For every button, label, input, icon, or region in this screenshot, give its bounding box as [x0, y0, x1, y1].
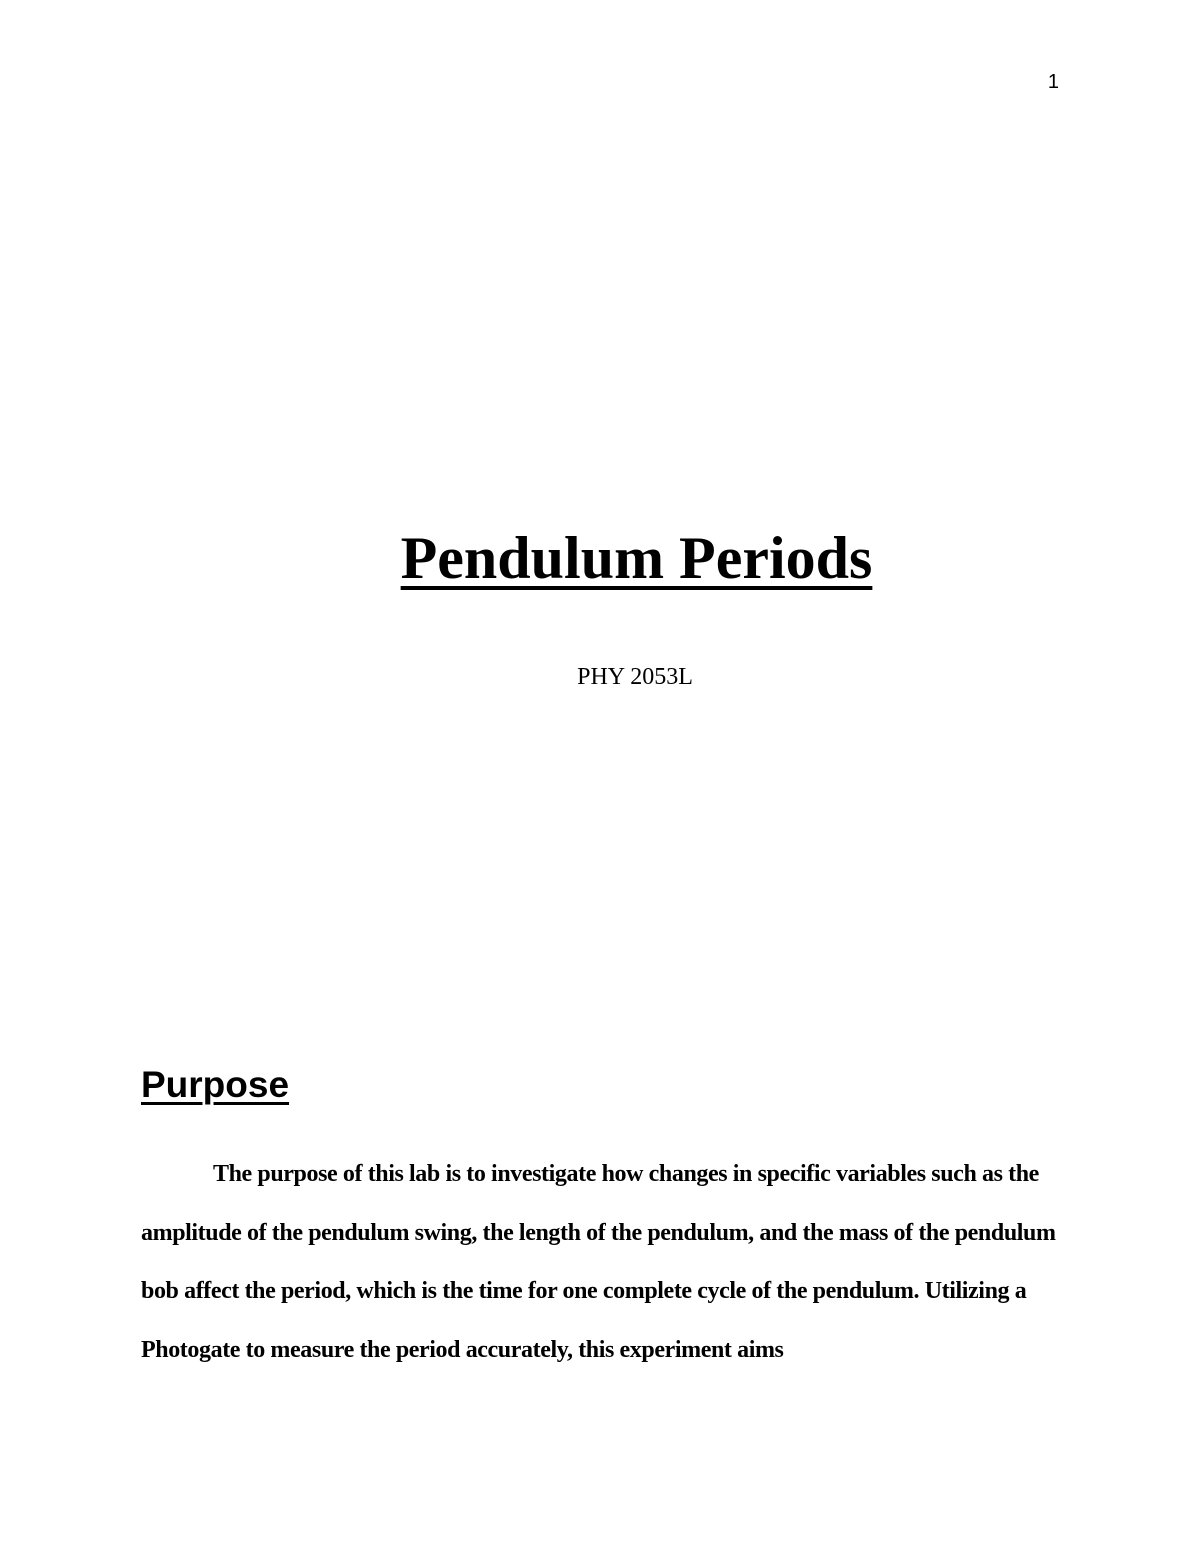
course-code: PHY 2053L: [577, 664, 693, 690]
purpose-paragraph: The purpose of this lab is to investigate how changes in specific variables such as the amplitude of the pendulum swing, the length of the pendulum, and the mass of the pendulum bob affect the period, which is the time for one complete cycle of the pendulum. Utilizing a Photogate to measure the period accurately, this experiment aims: [141, 1161, 1056, 1363]
page-number: 1: [1047, 71, 1059, 93]
document-title: Pendulum Periods: [400, 525, 873, 591]
section-heading-purpose: Purpose: [141, 1064, 290, 1105]
